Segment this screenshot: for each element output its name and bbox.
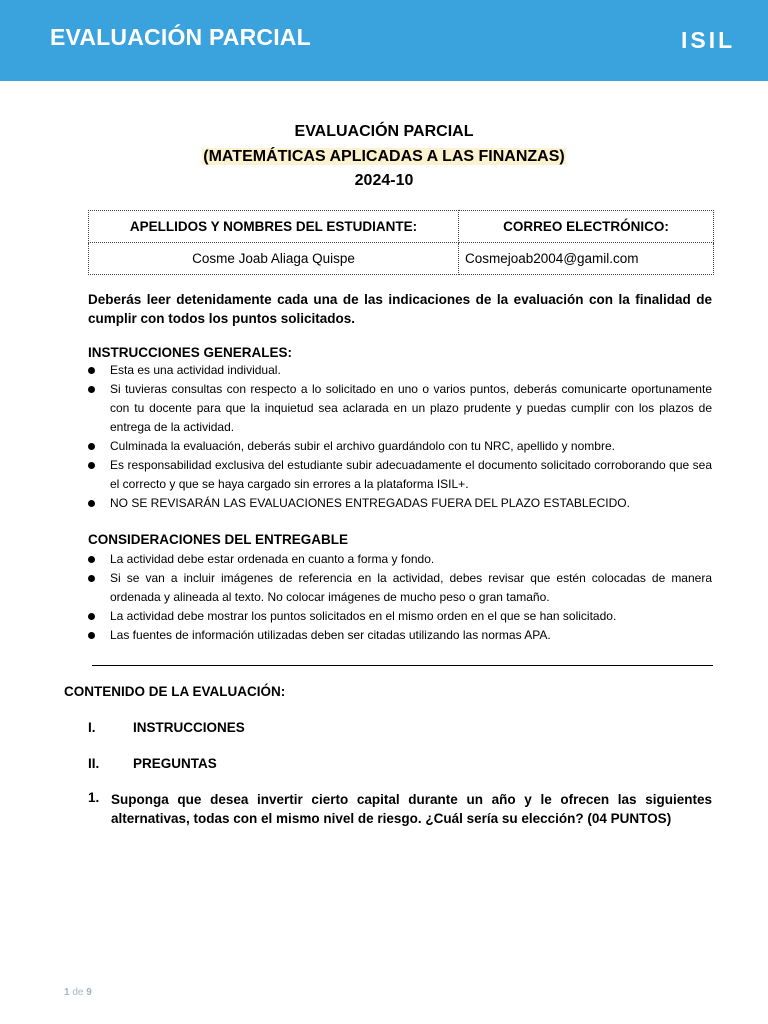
student-info-table — [88, 210, 714, 275]
section-divider — [92, 665, 713, 666]
deliverable-title: CONSIDERACIONES DEL ENTREGABLE — [88, 532, 349, 547]
section-instructions-label: INSTRUCCIONES — [133, 720, 245, 735]
section-number: II. — [88, 756, 100, 771]
page-total: 9 — [86, 987, 92, 998]
doc-title-line3: 2024-10 — [354, 172, 414, 189]
bullet-icon — [88, 386, 95, 393]
list-item: Si se van a incluir imágenes de referencia en la actividad, debes revisar que estén colocadas de manera ordenada y alineada al texto. No colocar imágenes de mucho peso o gran tamaño. — [88, 569, 712, 607]
deliverable-list — [88, 550, 712, 645]
list-item: La actividad debe mostrar los puntos solicitados en el mismo orden en el que se han solicitado. — [88, 607, 712, 626]
doc-title-line2 — [0, 147, 768, 167]
content-title: CONTENIDO DE LA EVALUACIÓN: — [64, 684, 286, 699]
section-questions-label: PREGUNTAS — [133, 756, 217, 771]
student-name-cell: Cosme Joab Aliaga Quispe — [89, 243, 459, 275]
bullet-icon — [88, 575, 95, 582]
list-item: Si tuvieras consultas con respecto a lo solicitado en uno o varios puntos, deberás comunicarte oportunamente con tu docente para que la inquietud sea aclarada en un plazo prudente y puedas cumplir con los plazos de entrega de la actividad. — [88, 380, 712, 437]
list-item: La actividad debe estar ordenada en cuanto a forma y fondo. — [88, 550, 712, 569]
bullet-icon — [88, 367, 95, 374]
list-item: NO SE REVISARÁN LAS EVALUACIONES ENTREGADAS FUERA DEL PLAZO ESTABLECIDO. — [88, 494, 712, 513]
student-email-cell: Cosmejoab2004@gamil.com — [459, 243, 714, 275]
page-indicator — [64, 987, 92, 998]
header-banner — [0, 0, 768, 81]
bullet-icon — [88, 632, 95, 639]
list-item: Es responsabilidad exclusiva del estudiante subir adecuadamente el documento solicitado corroborando que sea el correcto y que se haya cargado sin errores a la plataforma ISIL+. — [88, 456, 712, 494]
isil-logo: ISIL — [681, 27, 736, 53]
student-name-header: APELLIDOS Y NOMBRES DEL ESTUDIANTE: — [89, 211, 459, 243]
student-email-header: CORREO ELECTRÓNICO: — [459, 211, 714, 243]
section-number: I. — [88, 720, 96, 735]
bullet-icon — [88, 613, 95, 620]
list-item: Esta es una actividad individual. — [88, 361, 712, 380]
general-instructions-title: INSTRUCCIONES GENERALES: — [88, 345, 293, 360]
header-title: EVALUACIÓN PARCIAL — [50, 24, 311, 50]
page-current: 1 — [64, 987, 70, 998]
list-item: Culminada la evaluación, deberás subir el archivo guardándolo con tu NRC, apellido y nombre. — [88, 437, 712, 456]
course-name: (MATEMÁTICAS APLICADAS A LAS FINANZAS) — [203, 148, 565, 165]
list-item: Las fuentes de información utilizadas deben ser citadas utilizando las normas APA. — [88, 626, 712, 645]
bullet-icon — [88, 443, 95, 450]
bullet-icon — [88, 500, 95, 507]
question-number: 1. — [88, 790, 100, 805]
doc-title-line1: EVALUACIÓN PARCIAL — [294, 123, 474, 140]
bullet-icon — [88, 462, 95, 469]
general-instructions-list — [88, 361, 712, 513]
page-of: de — [72, 987, 84, 998]
intro-paragraph: Deberás leer detenidamente cada una de las indicaciones de la evaluación con la finalidad de cumplir con todos los puntos solicitados. — [88, 292, 712, 326]
question-text: Suponga que desea invertir cierto capital durante un año y le ofrecen las siguientes alternativas, todas con el mismo nivel de riesgo. ¿Cuál sería su elección? (04 PUNTOS) — [111, 792, 712, 826]
bullet-icon — [88, 556, 95, 563]
